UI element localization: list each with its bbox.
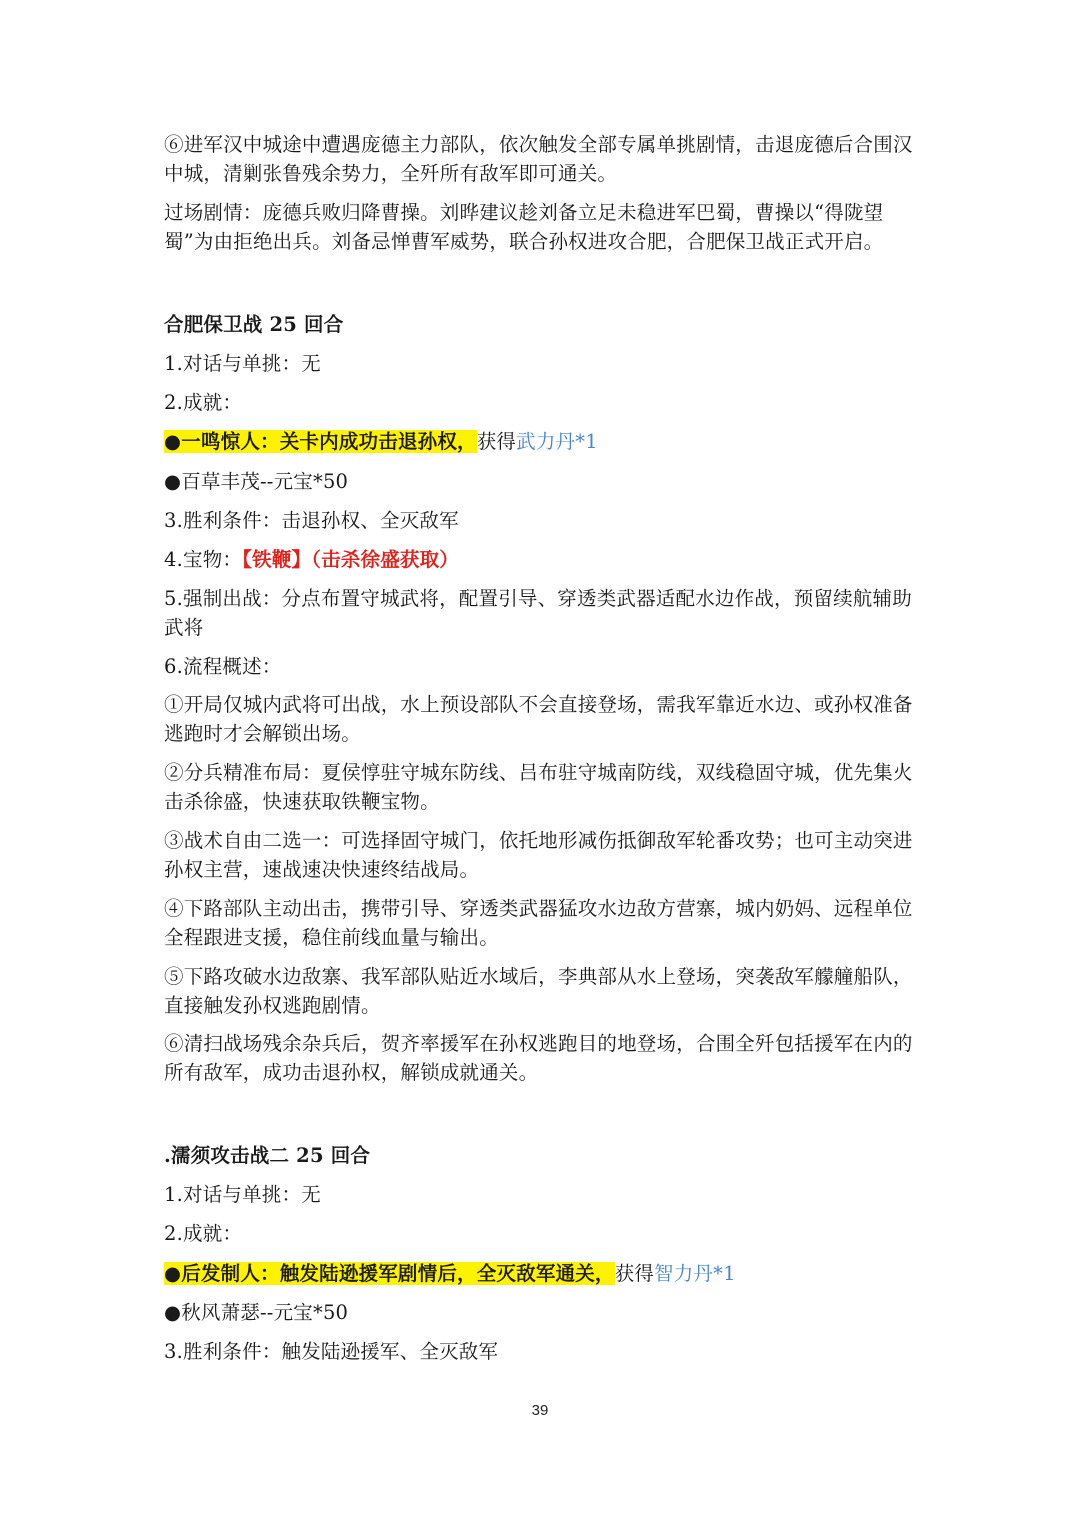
page-number: 39 [531,1402,549,1419]
hefei-victory-condition: 3.胜利条件：击退孙权、全灭敌军 [164,509,459,532]
hefei-achievements-label: 2.成就： [164,391,243,414]
reward-item: 智力丹*1 [654,1262,736,1285]
treasure-prefix: 4.宝物： [164,548,243,571]
ruxu-achievements-label: 2.成就： [164,1222,243,1245]
hefei-flow-step-5: ⑤下路攻破水边敌寨、我军部队贴近水域后，李典部从水上登场，突袭敌军艨艟船队，直接触发孙权逃跑剧情。 [164,965,913,1017]
hefei-section-title: 合肥保卫战 25 回合 [164,313,344,336]
reward-item: 武力丹*1 [516,430,598,453]
hefei-forced-deploy: 5.强制出战：分点布置守城武将，配置引导、穿透类武器适配水边作战，预留续航辅助武将 [164,587,912,639]
hefei-flow-step-4: ④下路部队主动出击，携带引导、穿透类武器猛攻水边敌方营寨，城内奶妈、远程单位全程跟进支援，稳住前线血量与输出。 [164,897,913,949]
ruxu-achievement-2: ●秋风萧瑟--元宝*50 [164,1301,349,1324]
achievement-bullet: ● [164,1262,182,1285]
hefei-achievement-2: ●百草丰茂--元宝*50 [164,470,349,493]
hefei-treasure [164,545,924,574]
hefei-flow-step-6: ⑥清扫战场残余杂兵后，贺齐率援军在孙权逃跑目的地登场，合围全歼包括援军在内的所有敌军，成功击退孙权，解锁成就通关。 [164,1032,913,1084]
hefei-flow-step-2: ②分兵精准布局：夏侯惇驻守城东防线、吕布驻守城南防线，双线稳固守城，优先集火击杀徐盛，快速获取铁鞭宝物。 [164,761,913,813]
treasure-item: 【铁鞭】（击杀徐盛获取） [242,548,460,571]
ruxu-victory-condition: 3.胜利条件：触发陆逊援军、全灭敌军 [164,1340,499,1363]
ruxu-achievement-1 [164,1259,924,1288]
ruxu-section-title: .濡须攻击战二 25 回合 [164,1144,371,1167]
cutscene-paragraph: 过场剧情：庞德兵败归降曹操。刘晔建议趁刘备立足未稳进军巴蜀，曹操以“得陇望蜀”为由拒绝出兵。刘备忌惮曹军威势，联合孙权进攻合肥，合肥保卫战正式开启。 [164,201,884,253]
achievement-highlight: 后发制人：触发陆逊援军剧情后，全灭敌军通关， [181,1262,615,1285]
achievement-bullet: ● [164,430,182,453]
hefei-flow-step-1: ①开局仅城内武将可出战，水上预设部队不会直接登场，需我军靠近水边、或孙权准备逃跑时才会解锁出场。 [164,693,913,745]
reward-prefix: 获得 [476,430,517,453]
hefei-flow-step-3: ③战术自由二选一：可选择固守城门，依托地形减伤抵御敌军轮番攻势；也可主动突进孙权主营，速战速决快速终结战局。 [164,829,913,881]
hefei-dialogue: 1.对话与单挑：无 [164,352,321,375]
achievement-highlight: 一鸣惊人：关卡内成功击退孙权， [181,430,477,453]
intro-step-6: ⑥进军汉中城途中遭遇庞德主力部队，依次触发全部专属单挑剧情，击退庞德后合围汉中城，清剿张鲁残余势力，全歼所有敌军即可通关。 [164,133,913,185]
hefei-achievement-1 [164,427,924,456]
ruxu-dialogue: 1.对话与单挑：无 [164,1183,321,1206]
reward-prefix: 获得 [614,1262,655,1285]
hefei-flow-label: 6.流程概述： [164,655,282,678]
